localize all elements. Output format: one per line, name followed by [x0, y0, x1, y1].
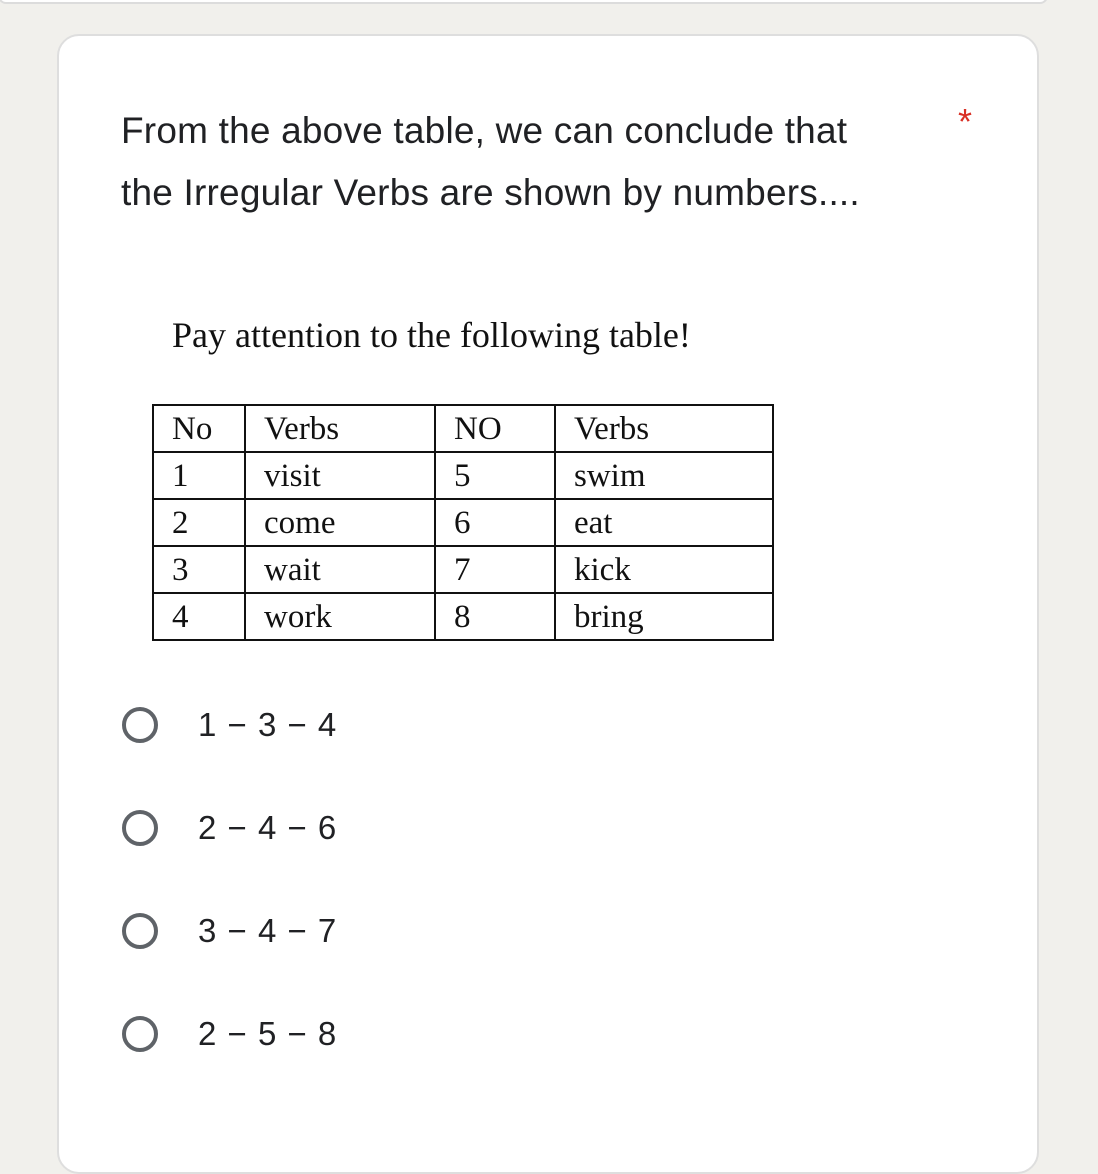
table-header-row — [153, 405, 773, 452]
table-row — [153, 546, 773, 593]
question-title-line-2: the Irregular Verbs are shown by numbers.... — [121, 172, 860, 213]
table-header-cell: NO — [435, 405, 555, 452]
option-label: 2 − 5 − 8 — [198, 1015, 338, 1052]
option-label: 2 − 4 − 6 — [198, 809, 338, 846]
option-label: 3 − 4 − 7 — [198, 912, 338, 949]
table-cell: 5 — [435, 452, 555, 499]
option-4[interactable] — [120, 1009, 337, 1059]
table-cell: 7 — [435, 546, 555, 593]
table-cell: eat — [555, 499, 773, 546]
table-row — [153, 499, 773, 546]
table-cell: 8 — [435, 593, 555, 640]
question-title — [121, 100, 941, 224]
table-cell: wait — [245, 546, 435, 593]
table-row — [153, 593, 773, 640]
radio-button[interactable] — [122, 810, 158, 846]
table-cell: visit — [245, 452, 435, 499]
image-caption: Pay attention to the following table! — [172, 315, 691, 355]
table-cell: 3 — [153, 546, 245, 593]
radio-button[interactable] — [122, 913, 158, 949]
required-asterisk: * — [958, 101, 973, 142]
radio-button[interactable] — [122, 707, 158, 743]
option-3[interactable] — [120, 906, 337, 956]
option-1[interactable] — [120, 700, 337, 750]
table-cell: 4 — [153, 593, 245, 640]
option-label: 1 − 3 − 4 — [198, 706, 338, 743]
table-cell: come — [245, 499, 435, 546]
table-cell: bring — [555, 593, 773, 640]
table-cell: 6 — [435, 499, 555, 546]
table-cell: 1 — [153, 452, 245, 499]
previous-question-card — [0, 0, 1048, 4]
table-header-cell: Verbs — [245, 405, 435, 452]
table-row — [153, 452, 773, 499]
table-header-cell: No — [153, 405, 245, 452]
answer-options — [120, 700, 337, 1112]
question-title-line-1: From the above table, we can conclude that — [121, 110, 848, 151]
radio-button[interactable] — [122, 1016, 158, 1052]
table-cell: swim — [555, 452, 773, 499]
question-image — [150, 300, 780, 660]
verbs-table — [152, 404, 774, 641]
table-cell: work — [245, 593, 435, 640]
table-cell: kick — [555, 546, 773, 593]
table-cell: 2 — [153, 499, 245, 546]
table-header-cell: Verbs — [555, 405, 773, 452]
option-2[interactable] — [120, 803, 337, 853]
